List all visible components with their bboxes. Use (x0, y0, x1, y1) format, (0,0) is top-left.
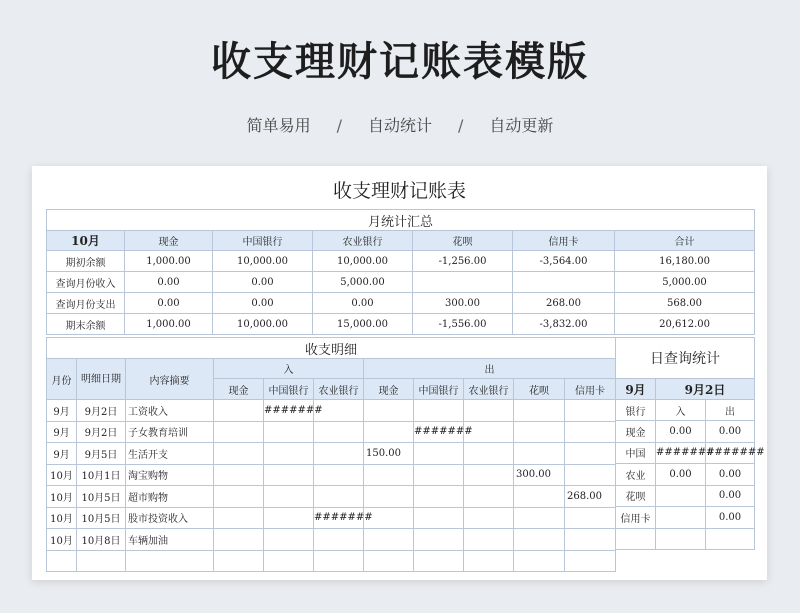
income-cell[interactable] (656, 528, 706, 550)
amount-cell[interactable] (364, 421, 414, 443)
month-cell[interactable] (47, 550, 77, 572)
expense-cell[interactable]: ####### (706, 442, 755, 464)
amount-cell[interactable] (565, 443, 616, 465)
amount-cell[interactable] (414, 550, 464, 572)
sub-header: 中国银行 (264, 379, 314, 400)
desc-cell[interactable]: 工资收入 (126, 400, 214, 422)
amount-cell[interactable] (264, 550, 314, 572)
income-header: 入 (214, 359, 364, 379)
amount-cell[interactable] (565, 529, 616, 551)
amount-cell[interactable] (314, 529, 364, 551)
amount-cell[interactable] (464, 507, 514, 529)
desc-cell[interactable] (126, 550, 214, 572)
amount-cell[interactable] (464, 486, 514, 508)
spreadsheet (32, 166, 767, 580)
row-label: 查询月份支出 (47, 293, 125, 314)
desc-cell[interactable]: 淘宝购物 (126, 464, 214, 486)
expense-header: 出 (364, 359, 616, 379)
detail-title: 收支明细 (47, 338, 616, 359)
monthly-summary-table (46, 209, 755, 335)
daily-title: 日查询统计 (616, 338, 755, 379)
desc-cell[interactable]: 车辆加油 (126, 529, 214, 551)
amount-cell[interactable] (314, 486, 364, 508)
desc-header: 内容摘要 (126, 359, 214, 400)
amount-cell[interactable] (514, 400, 565, 422)
value-cell[interactable]: 0.00 (313, 293, 413, 314)
value-cell[interactable]: 268.00 (513, 293, 615, 314)
desc-cell[interactable]: 超市购物 (126, 486, 214, 508)
sub-header: 现金 (214, 379, 264, 400)
bank-label: 中国 (616, 442, 656, 464)
month-cell[interactable]: 10月 (47, 529, 77, 551)
amount-cell[interactable] (514, 421, 565, 443)
daily-row (616, 528, 755, 550)
desc-cell[interactable]: 子女教育培训 (126, 421, 214, 443)
column-header: 中国银行 (213, 231, 313, 251)
date-cell[interactable]: 9月5日 (77, 443, 126, 465)
sub-header: 农业银行 (464, 379, 514, 400)
value-cell[interactable]: 5,000.00 (615, 272, 755, 293)
row-label: 期末余额 (47, 314, 125, 335)
amount-cell[interactable] (214, 464, 264, 486)
value-cell[interactable]: -3,564.00 (513, 251, 615, 272)
value-cell[interactable]: 0.00 (213, 272, 313, 293)
month-cell[interactable]: 10月 (47, 507, 77, 529)
sub-header: 中国银行 (414, 379, 464, 400)
amount-cell[interactable] (414, 529, 464, 551)
table-row (47, 507, 616, 529)
amount-cell[interactable] (414, 400, 464, 422)
daily-month[interactable]: 9月 (616, 379, 656, 400)
amount-cell[interactable] (514, 486, 565, 508)
daily-row (616, 507, 755, 529)
table-row (47, 529, 616, 551)
table-row (47, 400, 616, 422)
amount-cell[interactable] (264, 421, 314, 443)
amount-cell[interactable] (214, 400, 264, 422)
date-cell[interactable]: 9月2日 (77, 421, 126, 443)
bank-label: 花呗 (616, 485, 656, 507)
amount-cell[interactable] (514, 550, 565, 572)
daily-date[interactable]: 9月2日 (656, 379, 755, 400)
summary-row (47, 272, 755, 293)
value-cell[interactable]: 0.00 (213, 293, 313, 314)
value-cell[interactable]: 0.00 (125, 293, 213, 314)
date-cell[interactable]: 10月1日 (77, 464, 126, 486)
table-row (47, 486, 616, 508)
amount-cell[interactable]: ####### (264, 400, 314, 422)
amount-cell[interactable] (565, 507, 616, 529)
amount-cell[interactable] (565, 550, 616, 572)
income-cell[interactable]: ####### (656, 442, 706, 464)
value-cell[interactable] (413, 272, 513, 293)
column-header: 花呗 (413, 231, 513, 251)
value-cell[interactable]: 1,000.00 (125, 314, 213, 335)
income-cell[interactable]: 0.00 (656, 464, 706, 486)
month-cell[interactable]: 9月 (47, 443, 77, 465)
daily-header: 银行 (616, 400, 656, 421)
amount-cell[interactable] (214, 486, 264, 508)
value-cell[interactable]: -1,256.00 (413, 251, 513, 272)
amount-cell[interactable]: ####### (314, 507, 364, 529)
value-cell[interactable]: 1,000.00 (125, 251, 213, 272)
amount-cell[interactable] (214, 421, 264, 443)
feature-item: 自动统计 (367, 116, 432, 135)
summary-row (47, 251, 755, 272)
daily-query-table (615, 337, 765, 550)
amount-cell[interactable] (464, 464, 514, 486)
amount-cell[interactable] (364, 550, 414, 572)
amount-cell[interactable] (464, 400, 514, 422)
amount-cell[interactable]: 268.00 (565, 486, 616, 508)
month-cell[interactable]: 10月 (47, 464, 77, 486)
column-header: 农业银行 (313, 231, 413, 251)
amount-cell[interactable] (314, 550, 364, 572)
amount-cell[interactable] (364, 400, 414, 422)
date-cell[interactable]: 10月8日 (77, 529, 126, 551)
amount-cell[interactable] (464, 443, 514, 465)
amount-cell[interactable] (214, 550, 264, 572)
daily-row (616, 464, 755, 486)
desc-cell[interactable]: 股市投资收入 (126, 507, 214, 529)
expense-cell[interactable]: 0.00 (706, 485, 755, 507)
value-cell[interactable]: 10,000.00 (313, 251, 413, 272)
value-cell[interactable] (513, 272, 615, 293)
expense-cell[interactable]: 0.00 (706, 464, 755, 486)
bank-label: 信用卡 (616, 507, 656, 529)
value-cell[interactable]: -3,832.00 (513, 314, 615, 335)
amount-cell[interactable] (514, 443, 565, 465)
sheet-title: 收支理财记账表 (332, 180, 466, 202)
value-cell[interactable]: 5,000.00 (313, 272, 413, 293)
row-label: 查询月份收入 (47, 272, 125, 293)
column-header: 现金 (125, 231, 213, 251)
amount-cell[interactable] (264, 529, 314, 551)
value-cell[interactable]: 20,612.00 (615, 314, 755, 335)
amount-cell[interactable] (565, 464, 616, 486)
sub-header: 现金 (364, 379, 414, 400)
amount-cell[interactable] (264, 464, 314, 486)
amount-cell[interactable] (464, 550, 514, 572)
daily-header: 出 (706, 400, 755, 421)
amount-cell[interactable] (565, 400, 616, 422)
summary-row (47, 314, 755, 335)
amount-cell[interactable] (264, 507, 314, 529)
page-title: 收支理财记账表模版 (211, 39, 589, 85)
separator: / (336, 116, 342, 135)
amount-cell[interactable] (414, 486, 464, 508)
amount-cell[interactable] (214, 529, 264, 551)
daily-header: 入 (656, 400, 706, 421)
amount-cell[interactable] (214, 443, 264, 465)
bank-label: 农业 (616, 464, 656, 486)
amount-cell[interactable] (214, 507, 264, 529)
sub-header: 信用卡 (565, 379, 616, 400)
month-cell[interactable]: 10月 (47, 486, 77, 508)
table-row (47, 464, 616, 486)
date-cell[interactable]: 9月2日 (77, 400, 126, 422)
date-header: 明细日期 (77, 359, 126, 400)
amount-cell[interactable] (364, 529, 414, 551)
value-cell[interactable]: -1,556.00 (413, 314, 513, 335)
column-header: 信用卡 (513, 231, 615, 251)
column-header: 合计 (615, 231, 755, 251)
value-cell[interactable]: 16,180.00 (615, 251, 755, 272)
detail-table (46, 337, 616, 572)
value-cell[interactable]: 300.00 (413, 293, 513, 314)
amount-cell[interactable] (414, 507, 464, 529)
amount-cell[interactable] (314, 443, 364, 465)
amount-cell[interactable] (264, 443, 314, 465)
table-row (47, 443, 616, 465)
sub-header: 农业银行 (314, 379, 364, 400)
feature-list (0, 113, 800, 136)
sub-header: 花呗 (514, 379, 565, 400)
daily-header-row (616, 400, 755, 421)
table-row (47, 550, 616, 572)
month-cell[interactable]: 9月 (47, 400, 77, 422)
amount-cell[interactable]: 150.00 (364, 443, 414, 465)
amount-cell[interactable] (414, 464, 464, 486)
value-cell[interactable]: 568.00 (615, 293, 755, 314)
value-cell[interactable]: 10,000.00 (213, 314, 313, 335)
bank-label (616, 528, 656, 550)
amount-cell[interactable]: 300.00 (514, 464, 565, 486)
expense-cell[interactable]: 0.00 (706, 421, 755, 443)
bank-label: 现金 (616, 421, 656, 443)
income-cell[interactable] (656, 507, 706, 529)
month-cell[interactable]: 10月 (47, 231, 125, 251)
row-label: 期初余额 (47, 251, 125, 272)
amount-cell[interactable] (464, 529, 514, 551)
amount-cell[interactable] (264, 486, 314, 508)
amount-cell[interactable] (414, 443, 464, 465)
daily-row (616, 421, 755, 443)
amount-cell[interactable] (364, 486, 414, 508)
amount-cell[interactable] (314, 464, 364, 486)
monthly-header-row (47, 231, 755, 251)
feature-item: 自动更新 (489, 116, 554, 135)
date-cell[interactable] (77, 550, 126, 572)
amount-cell[interactable] (314, 421, 364, 443)
desc-cell[interactable]: 生活开支 (126, 443, 214, 465)
date-cell[interactable]: 10月5日 (77, 486, 126, 508)
amount-cell[interactable]: ####### (414, 421, 464, 443)
feature-item: 简单易用 (246, 116, 311, 135)
month-header: 月份 (47, 359, 77, 400)
income-cell[interactable]: 0.00 (656, 421, 706, 443)
income-cell[interactable] (656, 485, 706, 507)
monthly-summary-title: 月统计汇总 (47, 210, 755, 231)
amount-cell[interactable] (514, 507, 565, 529)
summary-row (47, 293, 755, 314)
value-cell[interactable]: 15,000.00 (313, 314, 413, 335)
daily-row (616, 442, 755, 464)
expense-cell[interactable]: 0.00 (706, 507, 755, 529)
daily-row (616, 485, 755, 507)
value-cell[interactable]: 10,000.00 (213, 251, 313, 272)
date-cell[interactable]: 10月5日 (77, 507, 126, 529)
month-cell[interactable]: 9月 (47, 421, 77, 443)
expense-cell[interactable] (706, 528, 755, 550)
amount-cell[interactable] (364, 464, 414, 486)
table-row (47, 421, 616, 443)
amount-cell[interactable] (514, 529, 565, 551)
amount-cell[interactable] (565, 421, 616, 443)
value-cell[interactable]: 0.00 (125, 272, 213, 293)
separator: / (458, 116, 464, 135)
